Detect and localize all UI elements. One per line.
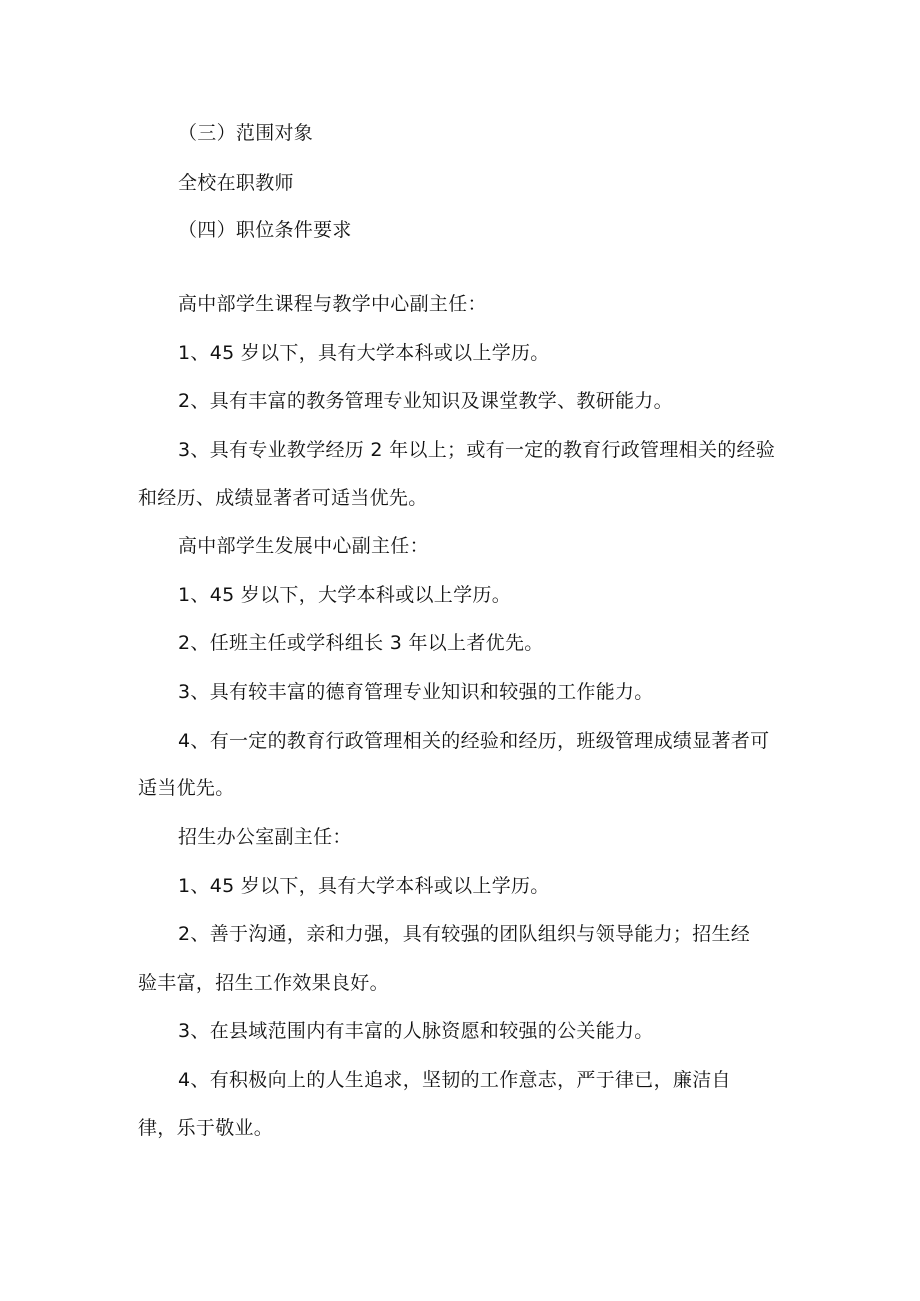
position-3-requirement-4-line-1: 4、有积极向上的人生追求，坚韧的工作意志，严于律已，廉洁自: [178, 1069, 731, 1091]
position-3-title: 招生办公室副主任：: [178, 826, 352, 848]
section-3-heading: （三）范围对象: [178, 122, 314, 144]
position-2-requirement-4-line-2: 适当优先。: [138, 777, 235, 799]
position-1-requirement-2: 2、具有丰富的教务管理专业知识及课堂教学、教研能力。: [178, 390, 673, 412]
position-2-requirement-2: 2、任班主任或学科组长 3 年以上者优先。: [178, 632, 544, 654]
section-3-body: 全校在职教师: [178, 172, 294, 194]
position-1-requirement-3-line-2: 和经历、成绩显著者可适当优先。: [138, 487, 428, 509]
section-4-heading: （四）职位条件要求: [178, 219, 352, 241]
position-1-title: 高中部学生课程与教学中心副主任：: [178, 293, 487, 315]
position-3-requirement-3: 3、在县域范围内有丰富的人脉资愿和较强的公关能力。: [178, 1020, 654, 1042]
position-1-requirement-3-line-1: 3、具有专业教学经历 2 年以上；或有一定的教育行政管理相关的经验: [178, 439, 776, 461]
position-3-requirement-2-line-1: 2、善于沟通，亲和力强，具有较强的团队组织与领导能力；招生经: [178, 923, 751, 945]
position-3-requirement-2-line-2: 验丰富，招生工作效果良好。: [138, 972, 389, 994]
position-2-requirement-3: 3、具有较丰富的德育管理专业知识和较强的工作能力。: [178, 681, 654, 703]
position-2-requirement-4-line-1: 4、有一定的教育行政管理相关的经验和经历，班级管理成绩显著者可: [178, 730, 770, 752]
position-2-requirement-1: 1、45 岁以下，大学本科或以上学历。: [178, 584, 512, 606]
position-3-requirement-4-line-2: 律，乐于敬业。: [138, 1117, 274, 1139]
position-1-requirement-1: 1、45 岁以下，具有大学本科或以上学历。: [178, 342, 550, 364]
position-2-title: 高中部学生发展中心副主任：: [178, 535, 429, 557]
position-3-requirement-1: 1、45 岁以下，具有大学本科或以上学历。: [178, 875, 550, 897]
